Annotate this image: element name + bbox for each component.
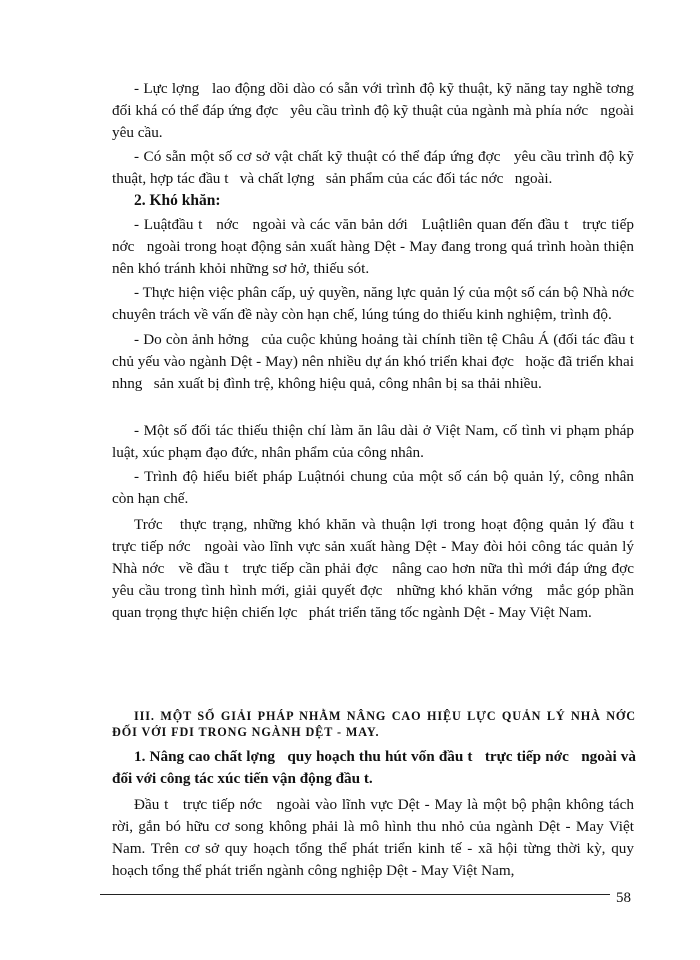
- paragraph-decentralization-difficulty: - Thực hiện việc phân cấp, uỷ quyền, năng lực quản lý của một số cán bộ Nhà nớc chuyên trách về vấn đề này còn hạn chế, lúng túng do thiếu kinh nghiệm, trình độ.: [112, 284, 646, 323]
- heading-difficulties: 2. Khó khăn:: [134, 192, 221, 209]
- section-title-solutions: III. MỘT SỐ GIẢI PHÁP NHẰM NÂNG CAO HIỆU LỰC QUẢN LÝ NHÀ NỚC ĐỐI VỚI FDI TRONG NGÀNH DỆT - MAY.: [112, 709, 648, 739]
- paragraph-fdi-textile: Đầu t trực tiếp nớc ngoài vào lĩnh vực Dệt - May là một bộ phận không tách rời, gắn bó hữu cơ song không phải là mô hình thu nhỏ của ngành Dệt - May Việt Nam. Trên cơ sở quy hoạch tổng thể phát triển kinh tế - xã hội từng thời kỳ, quy hoạch tổng thể phát triển ngành công nghiệp Dệt - May Việt Nam,: [112, 796, 638, 879]
- footer-divider: [100, 894, 610, 895]
- paragraph-law-difficulty: - Luậtđầu t nớc ngoài và các văn bản dới Luậtliên quan đến đầu t trực tiếp nớc ngoài trong hoạt động sản xuất hàng Dệt - May đang trong quá trình hoàn thiện nên khó tránh khỏi những sơ hở, thiếu sót.: [112, 216, 638, 277]
- paragraph-partner-difficulty: - Một số đối tác thiếu thiện chí làm ăn lâu dài ở Việt Nam, cố tình vi phạm pháp luật, xúc phạm đạo đức, nhân phẩm của công nhân.: [112, 422, 638, 461]
- paragraph-knowledge-difficulty: - Trình độ hiểu biết pháp Luậtnói chung của một số cán bộ quản lý, công nhân còn hạn chế.: [112, 468, 638, 507]
- paragraph-labor-advantage: - Lực lợng lao động dồi dào có sẵn với trình độ kỹ thuật, kỹ năng tay nghề tơng đối khá có thể đáp ứng đợc yêu cầu trình độ kỹ thuật của ngành mà phía nớc ngoài yêu cầu.: [112, 80, 646, 141]
- subheading-planning-quality: 1. Nâng cao chất lợng quy hoạch thu hút vốn đầu t trực tiếp nớc ngoài và đối với công tác xúc tiến vận động đầu t.: [112, 748, 640, 787]
- page-number: 58: [616, 890, 631, 906]
- paragraph-crisis-difficulty: - Do còn ảnh hởng của cuộc khủng hoảng tài chính tiền tệ Châu Á (đối tác đầu t chủ yếu vào ngành Dệt - May) nên nhiều dự án khó triển khai đợc hoặc đã triển khai nhng sản xuất bị đình trệ, không hiệu quả, công nhân bị sa thải nhiều.: [112, 331, 646, 392]
- paragraph-facilities-advantage: - Có sẵn một số cơ sở vật chất kỹ thuật có thể đáp ứng đợc yêu cầu trình độ kỹ thuật, hợp tác đầu t và chất lợng sản phẩm của các đối tác nớc ngoài.: [112, 148, 638, 187]
- paragraph-conclusion: Trớc thực trạng, những khó khăn và thuận lợi trong hoạt động quản lý đầu t trực tiếp nớc ngoài vào lĩnh vực sản xuất hàng Dệt - May đòi hỏi công tác quản lý Nhà nớc về đầu t trực tiếp cần phải đợc nâng cao hơn nữa thì mới đáp ứng đợc yêu cầu trong tình hình mới, giải quyết đợc những khó khăn vớng mắc góp phần quan trọng thực hiện chiến lợc phát triển tăng tốc ngành Dệt - May Việt Nam.: [112, 516, 646, 621]
